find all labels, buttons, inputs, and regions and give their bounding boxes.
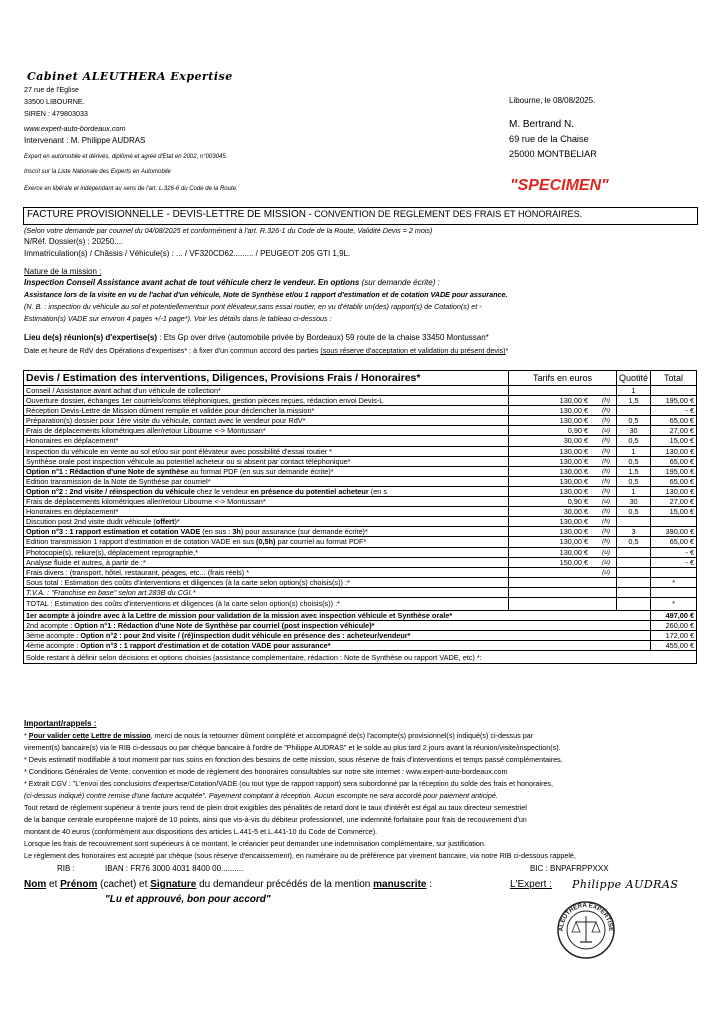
row-quantity [617,547,651,557]
row-quantity: 30 [617,426,651,436]
table-row [24,476,697,486]
row-total: 65,00 € [651,537,697,547]
credential-3: Exerce en libérale et indépendant au sens de l'art. L.326-6 du Code de la Route. [24,186,238,192]
row-quantity: 1 [617,486,651,496]
balance-label: Solde restant à définir selon décisions et options choisies (assistance complémentaire, rédaction : Note de Synthèse ou rapport VADE, etc) *: [24,651,697,664]
deposit-1-label: 1er acompte à joindre avec à la Lettre de mission pour validation de la mission avec inspection véhicule et Synthèse orale* [24,610,651,620]
row-description: Synthèse orale post inspection véhicule au potentiel acheteur ou si absent par contact téléphonique* [24,456,509,466]
row-rate [509,476,617,486]
signature-instruction: Nom et Prénom (cachet) et Signature du demandeur précédés de la mention manuscrite : [24,879,433,890]
rate-value: 130,00 € [559,456,589,466]
note-4: * Conditions Générales de Vente, convention et mode de règlement des honoraires consultables sur notre site internet : www.expert-auto-bordeaux.com [24,767,508,776]
row-description: Honoraires en déplacement* [24,507,509,517]
rate-unit: (u) [602,498,610,506]
row-quantity: 0,5 [617,436,651,446]
deposit-row-3 [24,631,697,641]
row-description: Préparation(s) dossier pour 1ère visite du véhicule, contact avec le vendeur pour RdV* [24,416,509,426]
total-row [24,597,697,610]
table-row [24,537,697,547]
table-row [24,426,697,436]
row-description: Ouverture dossier, échanges 1er courriels/coms téléphoniques, gestion pièces reçues, rédaction envoi Devis-L [24,396,509,406]
row-total: 130,00 € [651,486,697,496]
rate-unit: (h) [602,518,610,526]
meeting-location: Lieu de(s) réunion(s) d'expertise(s) : Ets Gp over drive (automobile privée by Bordeaux) 59 route de la chaise 33450 Montussan* [24,333,489,342]
subtotal-value: * [651,577,697,587]
rate-value: 130,00 € [559,406,589,416]
row-total: 27,00 € [651,426,697,436]
table-row [24,507,697,517]
row-rate [509,466,617,476]
row-total: - € [651,547,697,557]
row-rate [509,446,617,456]
rate-value: 30,00 € [563,507,589,517]
mission-line-2: Assistance lors de la visite en vu de l'achat d'un véhicule, Note de Synthèse et/ou 1 rapport d'estimation et de cotation VADE pour assurance. [24,290,508,299]
row-description: Photocopie(s), reliure(s), déplacement reprographie,* [24,547,509,557]
row-description: Edition transmission 1 rapport d'estimation et de cotation VADE en sus (0,5h) par courriel au format PDF* [24,537,509,547]
row-rate [509,537,617,547]
rate-unit: (u) [602,558,610,566]
rate-value: 130,00 € [559,547,589,557]
deposit-row-4 [24,641,697,651]
row-quantity: 0,5 [617,456,651,466]
rate-value: 130,00 € [559,396,589,406]
rate-value: 130,00 € [559,476,589,486]
credential-2: Inscrit sur la Liste Nationale des Experts en Automobile [24,169,171,175]
intervenant: Intervenant : M. Philippe AUDRAS [24,136,146,145]
approval-mention: "Lu et approuvé, bon pour accord" [105,894,271,905]
row-rate [509,386,617,396]
rate-value: 130,00 € [559,466,589,476]
table-row [24,567,697,577]
row-quantity: 0,5 [617,537,651,547]
row-total: 130,00 € [651,446,697,456]
mission-line-4: Estimation(s) VADE sur environ 4 pages +/-1 page*). Voir les détails dans le tableau ci-dessous : [24,314,332,323]
recipient-name: M. Bertrand N. [509,119,575,130]
address-line-1: 27 rue de l'Eglise [24,85,79,94]
row-quantity: 30 [617,497,651,507]
table-row [24,466,697,476]
rate-unit: (u) [602,548,610,556]
row-rate [509,406,617,416]
rate-value: 130,00 € [559,446,589,456]
website[interactable]: www.expert-auto-bordeaux.com [24,124,126,133]
table-row [24,547,697,557]
row-total: - € [651,557,697,567]
rate-value: 30,00 € [563,436,589,446]
rate-unit: (h) [602,407,610,415]
row-quantity: 0,5 [617,476,651,486]
rate-unit: (h) [602,487,610,495]
row-description: Analyse fluide et autres, à partir de :* [24,557,509,567]
row-quantity [617,517,651,527]
total-value: * [651,597,697,610]
row-rate [509,557,617,567]
deposit-3-label: 3ème acompte : Option n°2 : pour 2nd visite / (ré)inspection dudit véhicule en présence des : acheteur/vendeur* [24,631,651,641]
stamp-text: ALEUTHERA EXPERTISE [557,901,615,932]
file-reference: N/Réf. Dossier(s) : 20250.... [24,237,124,246]
table-row [24,486,697,496]
table-row [24,497,697,507]
rate-unit: (h) [602,447,610,455]
row-description: Frais de déplacements kilométriques aller/retour Libourne <-> Montussan* [24,497,509,507]
rate-unit: (h) [602,417,610,425]
rate-value: 0,90 € [567,497,589,507]
note-5: * Extrait CGV : "L'envoi des conclusions d'expertise/Cotation/VADE (ou tout type de rapport rapport) sera subordonné par la réception du solde des frais et honoraires, [24,779,553,788]
row-rate [509,507,617,517]
row-quantity: 3 [617,527,651,537]
total-label: TOTAL : Estimation des coûts d'interventions et diligences (à la carte selon option(s) choisis(s)) :* [24,597,509,610]
vat-label: T.V.A. : "Franchise en base" selon art 283B du CGI.* [24,587,509,597]
row-total: - € [651,406,697,416]
row-description: Honoraires en déplacement* [24,436,509,446]
note-6: (ci-dessus indiqué) contre remise d'une facture acquitée". Payement comptant à réception. Aucun escompte ne sera accordé pour paiement anticipé. [24,791,498,800]
row-description: Edition transmission de la Note de Synthèse par courriel* [24,476,509,486]
expert-label: L'Expert : [510,879,552,890]
row-description: Frais de déplacements kilométriques aller/retour Libourne <-> Montussan* [24,426,509,436]
mission-line-1: Inspection Conseil Assistance avant achat de tout véhicule cherz le vendeur. En options (sur demande écrite) : [24,278,440,287]
row-total: 65,00 € [651,416,697,426]
credential-1: Expert en automobile et dérivés, diplômé et agréé d'Etat en 2002, n°003045. [24,154,228,160]
rate-value: 130,00 € [559,537,589,547]
row-quantity: 0,5 [617,507,651,517]
rate-unit: (h) [602,437,610,445]
header-description: Devis / Estimation des interventions, Diligences, Provisions Frais / Honoraires* [24,371,509,386]
row-description: Inspection du véhicule en vente au sol et/ou sur pont élévateur avec possibilité d'essai routier * [24,446,509,456]
row-rate [509,426,617,436]
row-description: Option n°3 : 1 rapport estimation et cotation VADE (en sus : 3h) pour assurance (sur demande écrite)* [24,527,509,537]
table-row [24,557,697,567]
row-description: Frais divers : (transport, hôtel, restaurant, péages, etc... (frais réels) * [24,567,509,577]
row-total [651,567,697,577]
row-rate [509,416,617,426]
siren: SIREN : 479803033 [24,109,88,118]
row-quantity: 1 [617,386,651,396]
note-1: * Pour valider cette Lettre de mission, merci de nous la retourner dûment complété et accompagné de(s) l'acompte(s) provisionnel(s) indiqué(s) ci-dessus par [24,731,534,740]
table-header-row [24,371,697,386]
deposit-row-1 [24,610,697,620]
row-rate [509,486,617,496]
letter-date: Libourne, le 08/08/2025. [509,96,596,105]
table-row [24,527,697,537]
row-rate [509,547,617,557]
row-rate [509,497,617,507]
specimen-mark: "SPECIMEN" [510,177,609,194]
rate-unit: (h) [602,528,610,536]
row-total: 15,00 € [651,507,697,517]
row-total: 15,00 € [651,436,697,446]
deposit-2-value: 260,00 € [651,621,697,631]
rate-unit: (h) [602,467,610,475]
estimate-table [23,370,697,664]
row-description: Option n°1 : Rédaction d'une Note de synthèse au format PDF (en sus sur demande écrite)* [24,466,509,476]
table-row [24,436,697,446]
deposit-1-value: 497,00 € [651,610,697,620]
row-total: 65,00 € [651,476,697,486]
mission-line-3: (N. B. : inspection du véhicule au sol et potentiellementsur pont élévateur,sans essai routier, en vu d'établir un(des) rapport(s) de Cotation(s) et - [24,302,482,311]
row-rate [509,396,617,406]
row-rate [509,436,617,446]
notes-title: Important/rappels : [24,719,97,728]
expert-name: Philippe AUDRAS [572,878,679,891]
row-total: 65,00 € [651,456,697,466]
row-rate [509,567,617,577]
address-line-2: 33500 LIBOURNE. [24,97,85,106]
note-7: Tout retard de règlement supérieur à trente jours rend de plein droit exigibles des pénalités de retard dont le taux d'intérêt est égal au taux directeur semestriel [24,803,527,812]
row-total [651,517,697,527]
deposit-3-value: 172,00 € [651,631,697,641]
cabinet-name: Cabinet ALEUTHERA Expertise [27,70,233,83]
table-row [24,406,697,416]
row-total: 27,00 € [651,497,697,507]
rate-unit: (h) [602,477,610,485]
row-total: 195,00 € [651,466,697,476]
row-quantity: 0,5 [617,416,651,426]
note-10: Lorsque les frais de recouvrement sont supérieurs à ce montant, le créancier peut demander une indemnisation complémentaire, sur justification. [24,839,486,848]
subtotal-row [24,577,697,587]
row-total: 195,00 € [651,396,697,406]
vat-row [24,587,697,597]
row-quantity [617,557,651,567]
row-quantity [617,567,651,577]
rate-value: 130,00 € [559,486,589,496]
bic: BIC : BNPAFRPPXXX [530,864,609,873]
note-11: Le règlement des honoraires est accepté par chèque (sous réserve d'encaissement), en numéraire ou de préférence par virement bancaire, via notre RIB ci-dessous rappelé, [24,851,576,860]
mission-nature-label: Nature de la mission : [24,267,102,276]
document-title-box [23,207,698,225]
table-row [24,446,697,456]
rate-unit: (u) [602,427,610,435]
vehicle-identification: Immatriculation(s) / Châssis / Véhicule(s) : ... / VF320CD62......... / PEUGEOT 205 GTI 1,9L. [24,249,351,258]
row-quantity: 1,5 [617,396,651,406]
rate-unit: (h) [602,397,610,405]
deposit-4-value: 455,00 € [651,641,697,651]
request-reference: (Selon votre demande par courriel du 04/08/2025 et conformément à l'art. R.326-1 du Code de la Route, Validité Devis = 2 mois) [24,226,433,235]
deposit-row-2 [24,621,697,631]
row-description: Option n°2 : 2nd visite / réinspection du véhicule chez le vendeur en présence du potentiel acheteur (en s [24,486,509,496]
table-row [24,396,697,406]
row-rate [509,517,617,527]
header-rates: Tarifs en euros [509,371,617,386]
header-quantity: Quotité [617,371,651,386]
rate-value: 130,00 € [559,517,589,527]
rate-unit: (h) [602,538,610,546]
row-rate [509,527,617,537]
rate-value: 130,00 € [559,416,589,426]
balance-row [24,651,697,664]
recipient-address-2: 25000 MONTBELIAR [509,149,597,159]
expert-stamp [556,900,616,960]
note-9: montant de 40 euros (conformément aux dispositions des articles L.441-5 et L.441-10 du Code de Commerce). [24,827,378,836]
note-8: de la banque centrale européenne majoré de 10 points, ainsi que vis-à-vis du débiteur professionnel, une indemnité forfaitaire pour frais de recouvrement d'un [24,815,527,824]
row-description: Discution post 2nd visite dudit véhicule (offert)* [24,517,509,527]
row-total: 390,00 € [651,527,697,537]
rib-label: RIB : [57,864,75,873]
row-total [651,386,697,396]
deposit-4-label: 4ème acompte : Option n°3 : 1 rapport d'estimation et de cotation VADE pour assurance* [24,641,651,651]
table-row [24,416,697,426]
table-row [24,456,697,466]
rate-unit: (u) [602,568,610,576]
iban: IBAN : FR76 3000 4031 8400 00.......... [105,864,244,873]
recipient-address-1: 69 rue de la Chaise [509,134,589,144]
note-2: virement(s) bancaire(s) via le RIB ci-dessous ou par chèque bancaire à l'ordre de "Philippe AUDRAS" et le solde au plus tard 2 jours avant la réunion/visite/inspection(s). [24,743,561,752]
row-quantity: 1 [617,446,651,456]
rate-value: 150,00 € [559,557,589,567]
deposit-2-label: 2nd acompte : Option n°1 : Rédaction d'une Note de Synthèse par courriel (post inspection véhicule)* [24,621,651,631]
rate-unit: (h) [602,508,610,516]
row-description: Réception Devis-Lettre de Mission dûment remplie et validée pour déclencher la mission* [24,406,509,416]
row-rate [509,456,617,466]
document-title: FACTURE PROVISIONNELLE - DEVIS-LETTRE DE MISSION - CONVENTION DE REGLEMENT DES FRAIS ET HONORAIRES. [27,209,583,220]
rate-unit: (h) [602,457,610,465]
row-quantity: 1,5 [617,466,651,476]
note-3: * Devis estimatif modifiable à tout moment par nos soins en fonction des besoins de cette mission, sous réserve de frais d'interventions et temps passé complémentaires. [24,755,563,764]
row-description: Conseil / Assistance avant achat d'un véhicule de collection* [24,386,509,396]
rate-value: 130,00 € [559,527,589,537]
header-total: Total [651,371,697,386]
subtotal-label: Sous total : Estimation des coûts d'interventions et diligences (à la carte selon option(s) choisis(s)) :* [24,577,509,587]
table-row [24,386,697,396]
table-row [24,517,697,527]
rate-value: 0,90 € [567,426,589,436]
row-quantity [617,406,651,416]
meeting-date: Date et heure de RdV des Opérations d'expertises* : à fixer d'un commun accord des parties (sous réserve d'acceptation et validation du présent devis)* [24,346,509,355]
